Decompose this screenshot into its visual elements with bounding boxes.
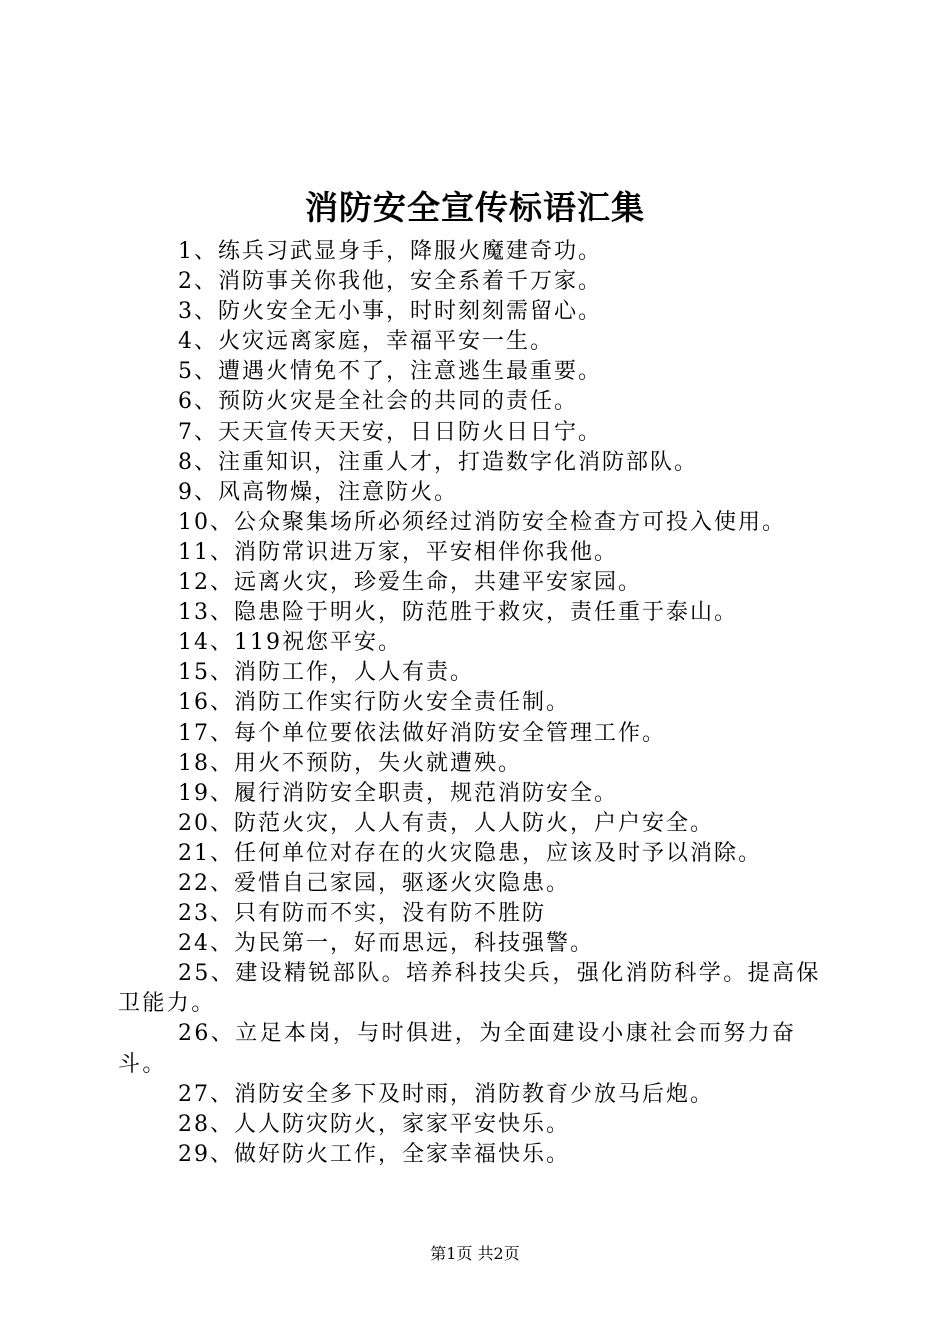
slogan-item: 2、消防事关你我他，安全系着千万家。 (178, 269, 602, 295)
page-footer: 第1页 共2页 (430, 1244, 520, 1263)
slogan-item: 23、只有防而不实，没有防不胜防 (178, 901, 546, 927)
slogan-item: 17、每个单位要依法做好消防安全管理工作。 (178, 720, 666, 746)
slogan-item: 29、做好防火工作，全家幸福快乐。 (178, 1141, 570, 1167)
slogan-item: 19、履行消防安全职责，规范消防安全。 (178, 780, 618, 806)
slogan-item: 18、用火不预防，失火就遭殃。 (178, 750, 522, 776)
slogan-item: 14、119祝您平安。 (178, 630, 402, 656)
slogan-item: 25、建设精锐部队。培养科技尖兵，强化消防科学。提高保卫能力。 (118, 961, 821, 1017)
slogan-item: 12、远离火灾，珍爱生命，共建平安家园。 (178, 570, 642, 596)
slogan-item: 1、练兵习武显身手，降服火魔建奇功。 (178, 239, 602, 264)
slogan-item: 10、公众聚集场所必须经过消防安全检查方可投入使用。 (178, 509, 786, 535)
slogan-item: 21、任何单位对存在的火灾隐患，应该及时予以消除。 (178, 840, 762, 866)
slogan-item: 3、防火安全无小事，时时刻刻需留心。 (178, 299, 602, 325)
slogan-item: 15、消防工作，人人有责。 (178, 660, 474, 686)
slogan-item: 24、为民第一，好而思远，科技强警。 (178, 931, 594, 957)
slogan-item: 22、爱惜自己家园，驱逐火灾隐患。 (178, 870, 570, 896)
slogan-item: 7、天天宣传天天安，日日防火日日宁。 (178, 419, 602, 445)
slogan-item: 27、消防安全多下及时雨，消防教育少放马后炮。 (178, 1081, 714, 1107)
slogan-item: 16、消防工作实行防火安全责任制。 (178, 690, 570, 716)
slogan-item: 8、注重知识，注重人才，打造数字化消防部队。 (178, 449, 698, 475)
slogan-item: 20、防范火灾，人人有责，人人防火，户户安全。 (178, 810, 714, 836)
slogan-item: 11、消防常识进万家，平安相伴你我他。 (178, 539, 618, 565)
slogan-item: 9、风高物燥，注意防火。 (178, 479, 458, 505)
slogan-item: 6、预防火灾是全社会的共同的责任。 (178, 389, 578, 415)
slogan-item: 26、立足本岗，与时俱进，为全面建设小康社会而努力奋斗。 (118, 1021, 797, 1077)
document-title: 消防安全宣传标语汇集 (305, 188, 645, 227)
slogan-item: 4、火灾远离家庭，幸福平安一生。 (178, 329, 554, 355)
slogan-item: 5、遭遇火情免不了，注意逃生最重要。 (178, 359, 602, 385)
slogan-item: 13、隐患险于明火，防范胜于救灾，责任重于泰山。 (178, 600, 738, 626)
slogan-item: 28、人人防灾防火，家家平安快乐。 (178, 1111, 570, 1137)
slogan-list (118, 237, 838, 1170)
